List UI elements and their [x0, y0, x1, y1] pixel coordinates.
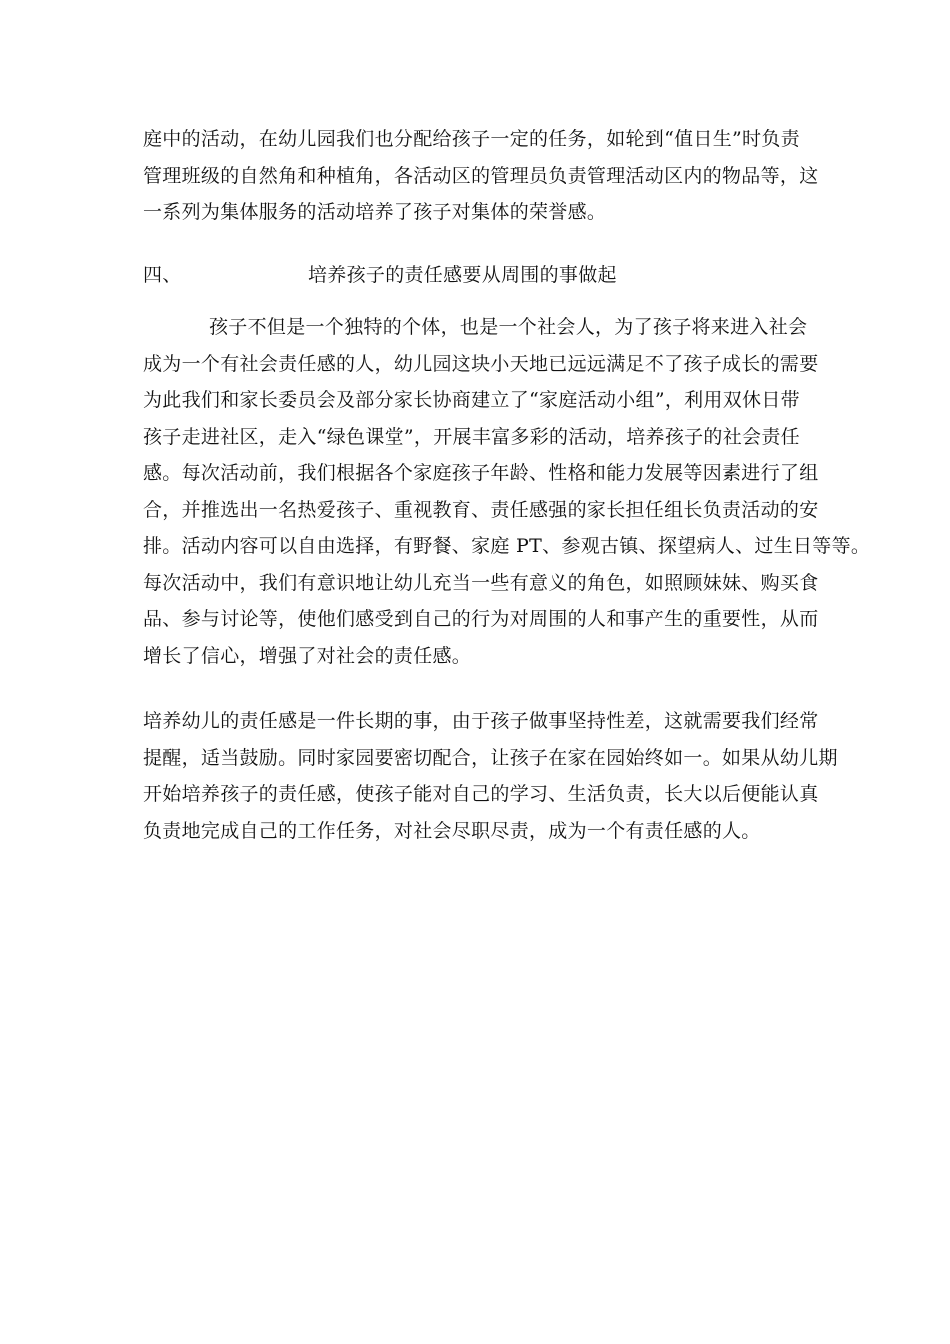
paragraph-line: 培养幼儿的责任感是一件长期的事，由于孩子做事坚持性差，这就需要我们经常 [143, 710, 819, 732]
paragraph-line: 庭中的活动，在幼儿园我们也分配给孩子一定的任务，如轮到“值日生”时负责 [143, 128, 800, 150]
paragraph-line: 开始培养孩子的责任感，使孩子能对自己的学习、生活负责，长大以后便能认真 [143, 783, 819, 805]
paragraph-line: 孩子不但是一个独特的个体，也是一个社会人，为了孩子将来进入社会 [209, 316, 808, 338]
paragraph-line: 合，并推选出一名热爱孩子、重视教育、责任感强的家长担任组长负责活动的安 [143, 498, 819, 521]
section-heading [143, 257, 813, 287]
paragraph-line: 排。活动内容可以自由选择，有野餐、家庭 PT、参观古镇、探望病人、过生日等等。 [143, 535, 871, 557]
main-paragraph [143, 309, 871, 674]
closing-paragraph [143, 703, 838, 849]
paragraph-line: 孩子走进社区，走入“绿色课堂”，开展丰富多彩的活动，培养孩子的社会责任 [143, 425, 800, 448]
paragraph-line: 一系列为集体服务的活动培养了孩子对集体的荣誉感。 [143, 201, 607, 223]
paragraph-line: 感。每次活动前，我们根据各个家庭孩子年龄、性格和能力发展等因素进行了组 [143, 462, 819, 484]
paragraph-line: 增长了信心，增强了对社会的责任感。 [143, 644, 472, 667]
paragraph-line: 成为一个有社会责任感的人，幼儿园这块小天地已远远满足不了孩子成长的需要 [143, 352, 819, 375]
paragraph-line: 管理班级的自然角和种植角，各活动区的管理员负责管理活动区内的物品等，这 [143, 164, 819, 187]
paragraph-line: 提醒，适当鼓励。同时家园要密切配合，让孩子在家在园始终如一。如果从幼儿期 [143, 746, 838, 769]
section-number: 四、 [143, 264, 182, 286]
paragraph-line: 品、参与讨论等，使他们感受到自己的行为对周围的人和事产生的重要性，从而 [143, 608, 819, 630]
section-title: 培养孩子的责任感要从周围的事做起 [308, 264, 617, 286]
paragraph-line: 为此我们和家长委员会及部分家长协商建立了“家庭活动小组”，利用双休日带 [143, 389, 800, 411]
paragraph-line: 每次活动中，我们有意识地让幼儿充当一些有意义的角色，如照顾妹妹、购买食 [143, 571, 819, 594]
paragraph-line: 负责地完成自己的工作任务，对社会尽职尽责，成为一个有责任感的人。 [143, 819, 761, 842]
continuation-paragraph [143, 121, 819, 231]
